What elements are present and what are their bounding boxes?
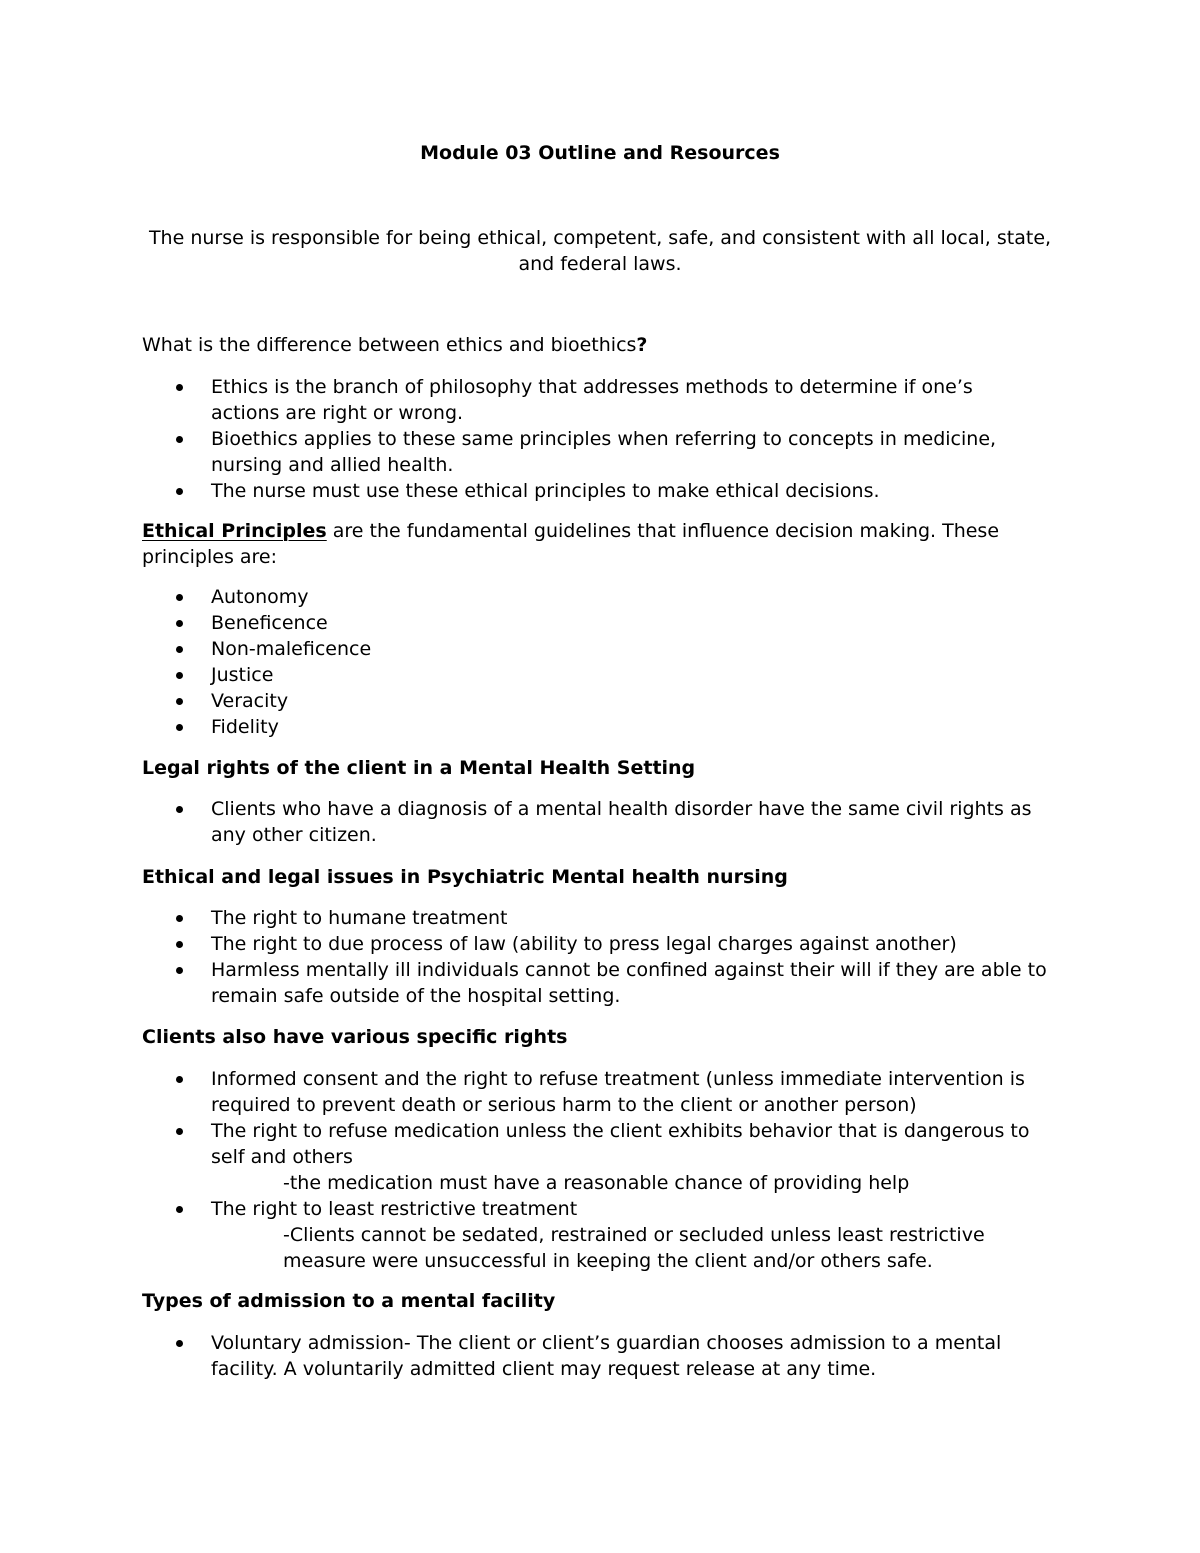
list-item: The right to least restrictive treatment -Clients cannot be sedated, restrained or secluded unless least restrictive measure were unsuccessful in keeping the client and/or others safe.	[142, 1196, 1072, 1274]
list-item: Fidelity	[142, 714, 1042, 740]
legal-rights-list	[142, 796, 1072, 848]
sub-note: -the medication must have a reasonable chance of providing help	[283, 1172, 910, 1194]
question-text: What is the difference between ethics and bioethics?	[142, 334, 648, 356]
principles-heading: Ethical Principles	[142, 520, 327, 542]
principles-paragraph: Ethical Principles are the fundamental guidelines that influence decision making. These principles are:	[142, 520, 1000, 568]
intro-paragraph: The nurse is responsible for being ethical, competent, safe, and consistent with all local, state, and federal laws.	[148, 227, 1052, 275]
specific-rights-list	[142, 1066, 1072, 1274]
list-item: The nurse must use these ethical principles to make ethical decisions.	[142, 478, 1072, 504]
legal-rights-heading: Legal rights of the client in a Mental Health Setting	[142, 757, 696, 779]
section-specific-rights	[142, 1024, 1072, 1274]
section-legal-rights	[142, 755, 1072, 848]
section-admission-types	[142, 1288, 1072, 1382]
list-item: The right to refuse medication unless the client exhibits behavior that is dangerous to self and others -the medication must have a reasonable chance of providing help	[142, 1118, 1072, 1196]
admission-heading: Types of admission to a mental facility	[142, 1290, 556, 1312]
list-item: Clients who have a diagnosis of a mental health disorder have the same civil rights as any other citizen.	[142, 796, 1072, 848]
ethics-list	[142, 374, 1072, 504]
list-item: Beneficence	[142, 610, 1042, 636]
list-item: Harmless mentally ill individuals cannot be confined against their will if they are able to remain safe outside of the hospital setting.	[142, 957, 1072, 1009]
section-ethics-bioethics	[142, 332, 1072, 504]
section-ethical-principles	[142, 518, 1042, 740]
list-item: The right to due process of law (ability to press legal charges against another)	[142, 931, 1072, 957]
issues-heading: Ethical and legal issues in Psychiatric Mental health nursing	[142, 866, 788, 888]
list-item: Non-maleficence	[142, 636, 1042, 662]
specific-rights-heading: Clients also have various specific rights	[142, 1026, 568, 1048]
list-item: Ethics is the branch of philosophy that addresses methods to determine if one’s actions are right or wrong.	[142, 374, 1072, 426]
sub-note: -Clients cannot be sedated, restrained or secluded unless least restrictive measure were unsuccessful in keeping the client and/or others safe.	[283, 1224, 985, 1272]
admission-list	[142, 1330, 1072, 1382]
list-item: The right to humane treatment	[142, 905, 1072, 931]
document-title: Module 03 Outline and Resources	[420, 142, 780, 164]
list-item: Voluntary admission- The client or client’s guardian chooses admission to a mental facility. A voluntarily admitted client may request release at any time.	[142, 1330, 1072, 1382]
list-item: Veracity	[142, 688, 1042, 714]
principles-list	[142, 584, 1042, 740]
issues-list	[142, 905, 1072, 1009]
list-item: Informed consent and the right to refuse treatment (unless immediate intervention is required to prevent death or serious harm to the client or another person)	[142, 1066, 1072, 1118]
list-item: Bioethics applies to these same principles when referring to concepts in medicine, nursing and allied health.	[142, 426, 1072, 478]
list-item: Justice	[142, 662, 1042, 688]
section-ethical-legal-issues	[142, 864, 1072, 1009]
list-item: Autonomy	[142, 584, 1042, 610]
